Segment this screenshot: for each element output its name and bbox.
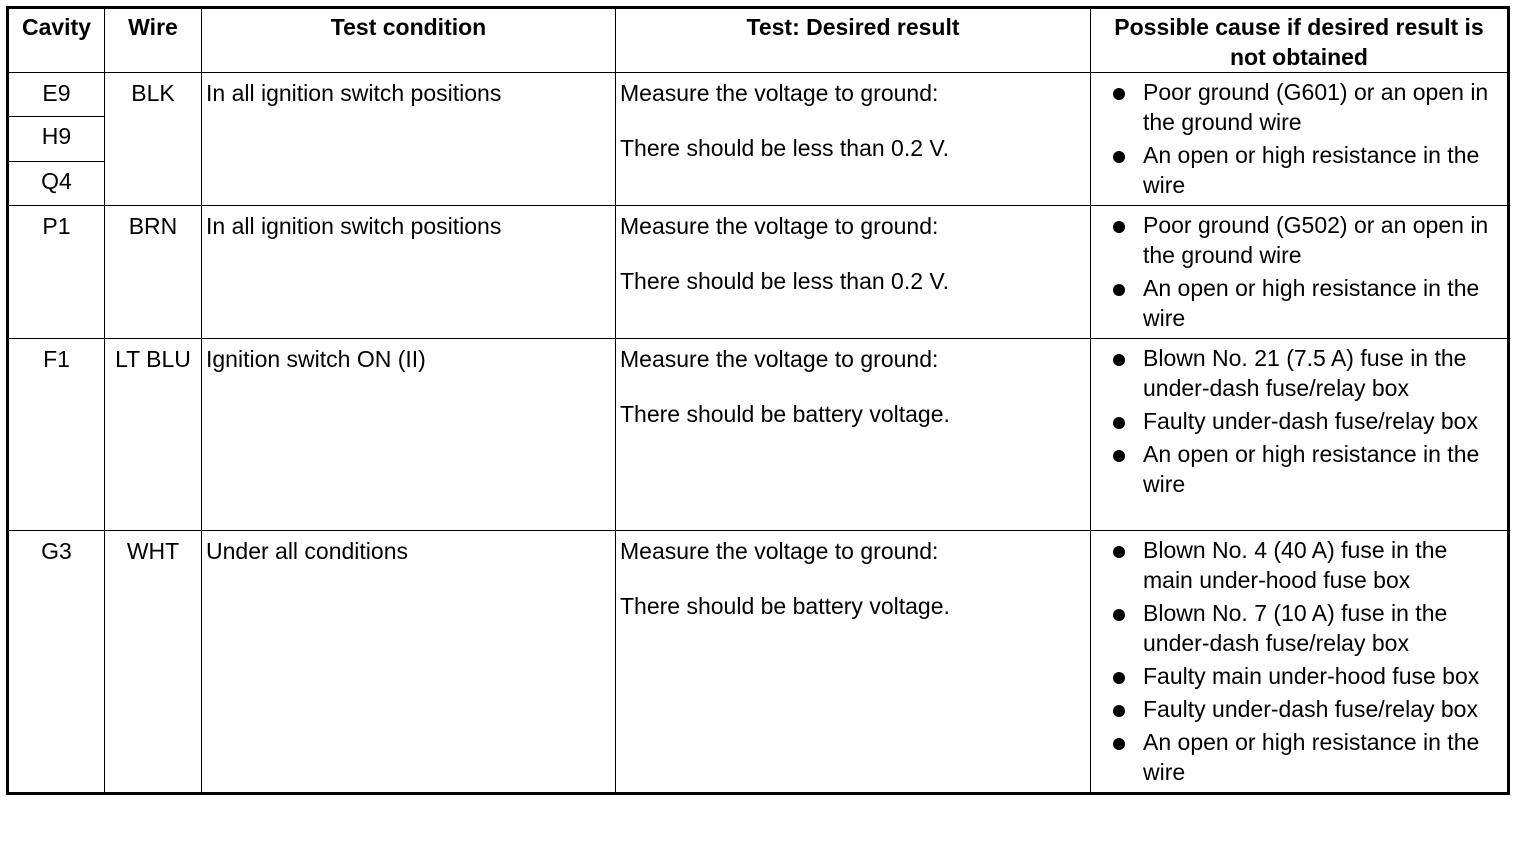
- cause-item: [1095, 535, 1503, 595]
- cause-item: [1095, 343, 1503, 403]
- cause-item: [1095, 439, 1503, 499]
- bullet-icon: [1113, 221, 1125, 233]
- bullet-icon: [1113, 284, 1125, 296]
- table-row: [8, 531, 1509, 794]
- cause-list: [1095, 535, 1503, 787]
- result-instruction: Measure the voltage to ground:: [620, 80, 939, 106]
- possible-cause-cell: [1091, 531, 1509, 794]
- cause-list: [1095, 343, 1503, 499]
- cause-list: [1095, 77, 1503, 200]
- cause-text: An open or high resistance in the wire: [1143, 275, 1480, 331]
- result-expectation: There should be less than 0.2 V.: [620, 268, 950, 294]
- bullet-icon: [1113, 450, 1125, 462]
- cause-text: An open or high resistance in the wire: [1143, 729, 1480, 785]
- result-instruction: Measure the voltage to ground:: [620, 213, 939, 239]
- cause-item: [1095, 727, 1503, 787]
- cause-list: [1095, 210, 1503, 333]
- cavity-cell: P1: [8, 206, 105, 339]
- cause-item: [1095, 77, 1503, 137]
- possible-cause-cell: [1091, 339, 1509, 531]
- cause-text: Blown No. 21 (7.5 A) fuse in the under-dash fuse/relay box: [1143, 345, 1467, 401]
- wire-cell: WHT: [105, 531, 202, 794]
- cause-text: Faulty main under-hood fuse box: [1143, 663, 1480, 689]
- cause-item: [1095, 406, 1503, 436]
- desired-result-cell: [616, 206, 1091, 339]
- bullet-icon: [1113, 151, 1125, 163]
- cause-item: [1095, 598, 1503, 658]
- table-row: [8, 73, 1509, 117]
- cause-item: [1095, 140, 1503, 200]
- header-possible-cause: Possible cause if desired result is not obtained: [1091, 8, 1509, 73]
- cause-text: Faulty under-dash fuse/relay box: [1143, 696, 1478, 722]
- possible-cause-cell: [1091, 206, 1509, 339]
- test-condition-cell: In all ignition switch positions: [202, 206, 616, 339]
- bullet-icon: [1113, 609, 1125, 621]
- terminal-test-table: [6, 6, 1510, 795]
- desired-result-cell: [616, 531, 1091, 794]
- cause-text: Faulty under-dash fuse/relay box: [1143, 408, 1478, 434]
- cause-text: An open or high resistance in the wire: [1143, 142, 1480, 198]
- desired-result-cell: [616, 73, 1091, 206]
- bullet-icon: [1113, 546, 1125, 558]
- header-cavity: Cavity: [8, 8, 105, 73]
- result-expectation: There should be battery voltage.: [620, 593, 950, 619]
- bullet-icon: [1113, 672, 1125, 684]
- cavity-cell: H9: [8, 117, 105, 161]
- header-wire: Wire: [105, 8, 202, 73]
- cause-item: [1095, 694, 1503, 724]
- header-row: [8, 8, 1509, 73]
- cavity-cell: G3: [8, 531, 105, 794]
- cause-text: Poor ground (G601) or an open in the ground wire: [1143, 79, 1489, 135]
- result-expectation: There should be battery voltage.: [620, 401, 950, 427]
- desired-result-cell: [616, 339, 1091, 531]
- table-row: [8, 339, 1509, 531]
- cavity-cell: E9: [8, 73, 105, 117]
- result-instruction: Measure the voltage to ground:: [620, 346, 939, 372]
- cavity-cell: Q4: [8, 161, 105, 205]
- cause-text: Blown No. 4 (40 A) fuse in the main under-hood fuse box: [1143, 537, 1448, 593]
- cavity-cell: F1: [8, 339, 105, 531]
- result-expectation: There should be less than 0.2 V.: [620, 135, 950, 161]
- wire-cell: BRN: [105, 206, 202, 339]
- header-desired-result: Test: Desired result: [616, 8, 1091, 73]
- result-instruction: Measure the voltage to ground:: [620, 538, 939, 564]
- bullet-icon: [1113, 354, 1125, 366]
- terminal-test-table-container: [6, 6, 1510, 795]
- bullet-icon: [1113, 738, 1125, 750]
- cause-text: Poor ground (G502) or an open in the ground wire: [1143, 212, 1489, 268]
- bullet-icon: [1113, 88, 1125, 100]
- table-row: [8, 206, 1509, 339]
- header-test-condition: Test condition: [202, 8, 616, 73]
- cause-text: An open or high resistance in the wire: [1143, 441, 1480, 497]
- cause-item: [1095, 273, 1503, 333]
- cause-item: [1095, 210, 1503, 270]
- test-condition-cell: Ignition switch ON (II): [202, 339, 616, 531]
- test-condition-cell: In all ignition switch positions: [202, 73, 616, 206]
- bullet-icon: [1113, 417, 1125, 429]
- wire-cell: LT BLU: [105, 339, 202, 531]
- cause-text: Blown No. 7 (10 A) fuse in the under-dash fuse/relay box: [1143, 600, 1448, 656]
- test-condition-cell: Under all conditions: [202, 531, 616, 794]
- bullet-icon: [1113, 705, 1125, 717]
- possible-cause-cell: [1091, 73, 1509, 206]
- wire-cell: BLK: [105, 73, 202, 206]
- cause-item: [1095, 661, 1503, 691]
